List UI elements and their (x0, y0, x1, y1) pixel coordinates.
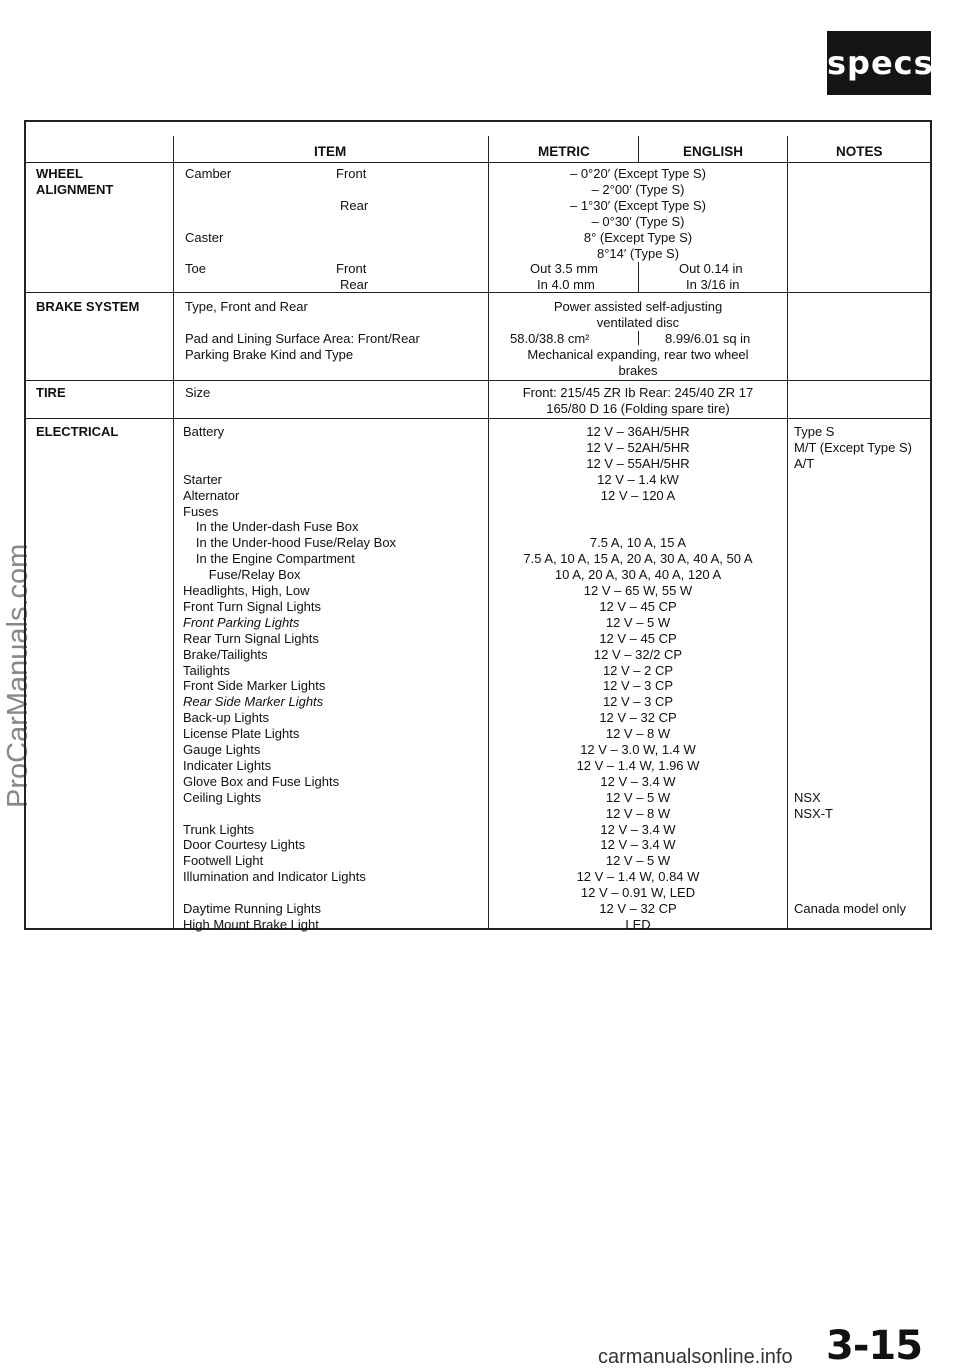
electrical-value: 12 V – 5 W (605, 614, 671, 630)
electrical-value: 12 V – 1.4 kW (597, 471, 679, 487)
electrical-item: Tailights (183, 662, 230, 678)
electrical-item: Front Turn Signal Lights (183, 598, 322, 614)
electrical-value: 12 V – 65 W, 55 W (583, 583, 693, 598)
electrical-note: NSX-T (794, 805, 833, 821)
electrical-item: In the Under-hood Fuse/Relay Box (195, 535, 397, 551)
area-divider (638, 331, 639, 345)
item-brake-type: Type, Front and Rear (185, 299, 308, 314)
side-watermark: ProCarManuals.com (2, 543, 34, 808)
col-divider-notes (787, 136, 788, 930)
footer-watermark: carmanualsonline.info (598, 1346, 793, 1368)
electrical-item: Indicater Lights (183, 757, 272, 773)
electrical-value: 12 V – 3.4 W (600, 773, 676, 789)
item-toe: Toe (185, 261, 206, 276)
section-electrical-title: ELECTRICAL (36, 424, 119, 439)
electrical-item: Headlights, High, Low (183, 583, 310, 598)
electrical-value: 12 V – 8 W (605, 726, 671, 742)
electrical-value: 12 V – 3.0 W, 1.4 W (580, 742, 696, 757)
electrical-item: Front Parking Lights (183, 614, 300, 630)
value-camber-front: – 0°20′ (Except Type S) (569, 166, 707, 181)
row-rule (24, 380, 932, 381)
electrical-item: Gauge Lights (183, 742, 261, 757)
electrical-value: 12 V – 32 CP (599, 901, 677, 916)
electrical-item: Fuse/Relay Box (208, 567, 301, 583)
electrical-item: Glove Box and Fuse Lights (183, 773, 340, 789)
section-wheel-title: WHEEL (36, 166, 83, 181)
value-caster: 8° (Except Type S) (583, 230, 693, 245)
item-pad-area: Pad and Lining Surface Area: Front/Rear (185, 331, 420, 346)
electrical-note: Type S (794, 424, 835, 439)
electrical-value: 12 V – 45 CP (599, 630, 677, 646)
section-tire-title: TIRE (36, 385, 66, 400)
page-number: 3-15 (826, 1323, 923, 1369)
electrical-item: Starter (183, 471, 223, 487)
value-toe-front-english: Out 0.14 in (679, 261, 743, 276)
electrical-note: NSX (794, 789, 821, 805)
value-tire-size: Front: 215/45 ZR Ib Rear: 245/40 ZR 17 (522, 385, 754, 400)
col-divider-item (173, 136, 174, 930)
electrical-item: Front Side Marker Lights (183, 678, 326, 694)
header-item: ITEM (314, 144, 347, 159)
value-parking-brake: Mechanical expanding, rear two wheel (527, 347, 749, 362)
specs-badge: specs (827, 31, 931, 95)
row-rule (24, 418, 932, 419)
electrical-item: Rear Side Marker Lights (183, 694, 324, 710)
value-caster-s: 8°14′ (Type S) (596, 246, 680, 261)
electrical-value: 12 V – 52AH/5HR (586, 439, 690, 455)
value-brake-type: Power assisted self-adjusting (553, 299, 723, 314)
value-pad-area-metric: 58.0/38.8 cm² (510, 331, 590, 346)
electrical-value: 12 V – 3 CP (602, 694, 674, 710)
electrical-item: Fuses (183, 503, 219, 519)
item-camber-front: Front (336, 166, 367, 181)
electrical-value: 12 V – 55AH/5HR (586, 455, 690, 471)
electrical-value: 12 V – 5 W (605, 789, 671, 805)
electrical-value: 12 V – 32 CP (599, 710, 677, 726)
electrical-note: Canada model only (794, 901, 907, 916)
electrical-value: 12 V – 32/2 CP (593, 646, 683, 662)
electrical-item: Rear Turn Signal Lights (183, 630, 319, 646)
electrical-value: 12 V – 36AH/5HR (586, 424, 690, 439)
item-tire-size: Size (185, 385, 211, 400)
electrical-item: Footwell Light (183, 853, 264, 869)
electrical-item: Door Courtesy Lights (183, 837, 306, 853)
electrical-item: Alternator (183, 487, 240, 503)
value-brake-type-2: ventilated disc (596, 315, 680, 330)
electrical-item: Ceiling Lights (183, 789, 262, 805)
electrical-value: LED (625, 916, 651, 932)
header-metric: METRIC (538, 144, 590, 159)
value-camber-rear-s: – 0°30′ (Type S) (591, 214, 685, 229)
value-toe-front-metric: Out 3.5 mm (530, 261, 598, 276)
electrical-value: 10 A, 20 A, 30 A, 40 A, 120 A (554, 567, 722, 583)
value-spare-tire: 165/80 D 16 (Folding spare tire) (546, 401, 730, 416)
electrical-value: 7.5 A, 10 A, 15 A (589, 535, 687, 551)
value-camber-front-s: – 2°00′ (Type S) (591, 182, 685, 197)
electrical-value: 12 V – 5 W (605, 853, 671, 869)
value-toe-rear-english: In 3/16 in (686, 277, 740, 292)
electrical-item: Trunk Lights (183, 821, 255, 837)
electrical-value: 12 V – 0.91 W, LED (580, 885, 696, 901)
electrical-item: In the Engine Compartment (195, 551, 355, 567)
electrical-value: 12 V – 2 CP (602, 662, 674, 678)
row-rule (24, 292, 932, 293)
section-wheel-title: ALIGNMENT (36, 182, 114, 197)
toe-divider (638, 262, 639, 292)
electrical-value: 12 V – 120 A (600, 487, 676, 503)
item-parking-brake: Parking Brake Kind and Type (185, 347, 354, 362)
item-camber-rear: Rear (340, 198, 369, 213)
header-rule (24, 162, 932, 163)
electrical-item: Illumination and Indicator Lights (183, 869, 366, 885)
value-toe-rear-metric: In 4.0 mm (537, 277, 595, 292)
electrical-item: License Plate Lights (183, 726, 300, 742)
item-toe-front: Front (336, 261, 367, 276)
item-camber: Camber (185, 166, 232, 181)
electrical-item: Brake/Tailights (183, 646, 268, 662)
electrical-value: 12 V – 3.4 W (600, 821, 676, 837)
header-notes: NOTES (836, 144, 883, 159)
item-toe-rear: Rear (340, 277, 369, 292)
electrical-value: 12 V – 3 CP (602, 678, 674, 694)
electrical-value: 7.5 A, 10 A, 15 A, 20 A, 30 A, 40 A, 50 A (523, 551, 753, 567)
electrical-value: 12 V – 45 CP (599, 598, 677, 614)
electrical-item: Daytime Running Lights (183, 901, 322, 916)
electrical-note: M/T (Except Type S) (794, 439, 913, 455)
value-camber-rear: – 1°30′ (Except Type S) (569, 198, 707, 213)
electrical-value: 12 V – 8 W (605, 805, 671, 821)
electrical-item: Back-up Lights (183, 710, 269, 726)
value-pad-area-english: 8.99/6.01 sq in (665, 331, 751, 346)
electrical-item: Battery (183, 424, 225, 439)
electrical-item: High Mount Brake Light (183, 916, 319, 932)
electrical-value: 12 V – 1.4 W, 1.96 W (576, 757, 700, 773)
electrical-value: 12 V – 3.4 W (600, 837, 676, 853)
section-brake-title: BRAKE SYSTEM (36, 299, 140, 314)
item-caster: Caster (185, 230, 224, 245)
header-english: ENGLISH (683, 144, 744, 159)
electrical-value: 12 V – 1.4 W, 0.84 W (576, 869, 700, 885)
electrical-item: In the Under-dash Fuse Box (195, 519, 359, 535)
electrical-note: A/T (794, 455, 815, 471)
col-divider-english (638, 136, 639, 162)
value-parking-brake-2: brakes (618, 363, 658, 378)
